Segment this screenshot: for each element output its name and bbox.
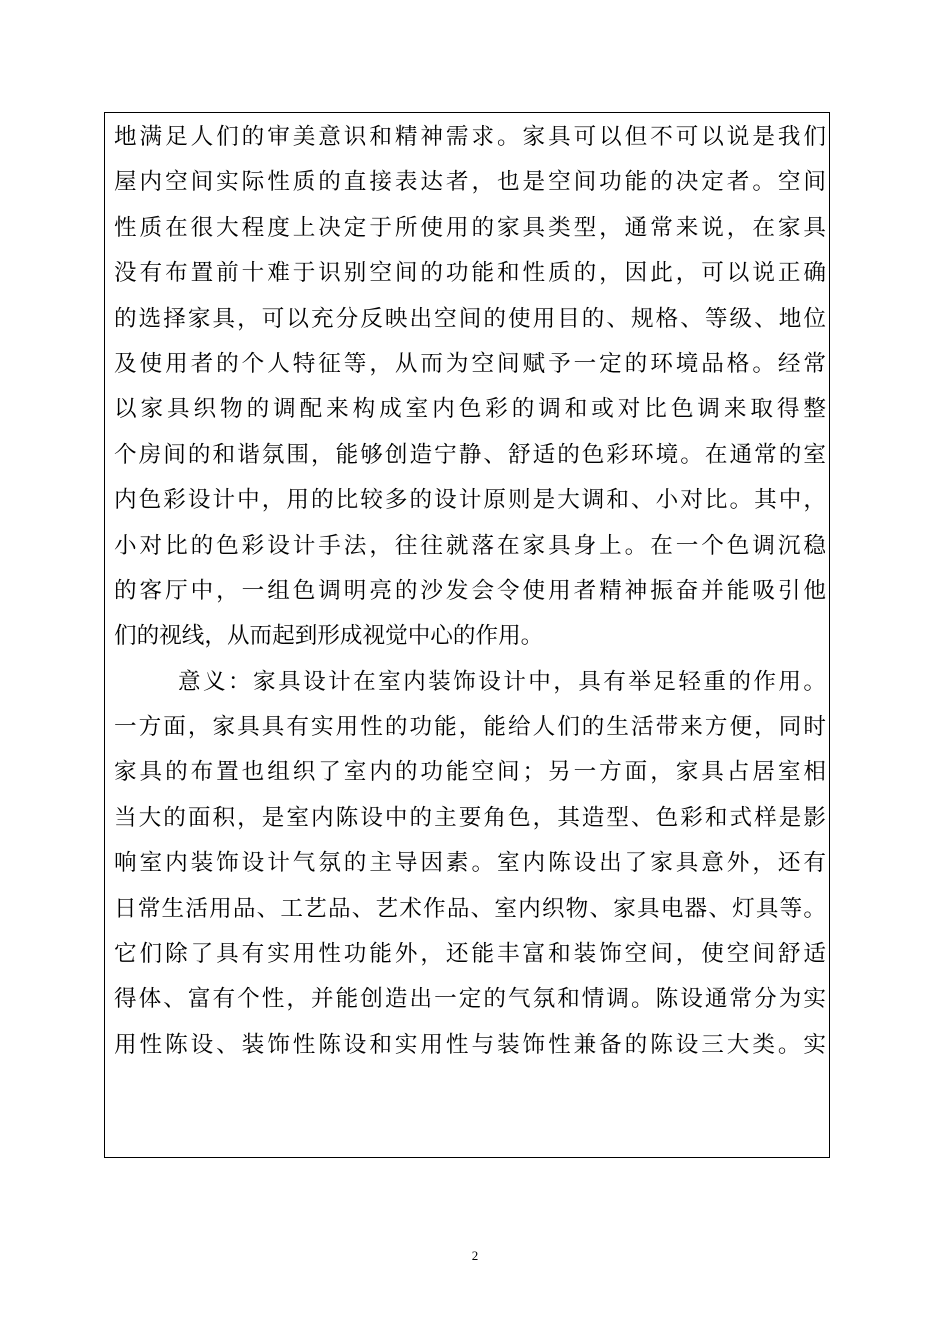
- text-line: 个房间的和谐氛围，能够创造宁静、舒适的色彩环境。在通常的室: [114, 441, 826, 468]
- text-line: 日常生活用品、工艺品、艺术作品、室内织物、家具电器、灯具等。: [114, 895, 826, 922]
- text-line: 它们除了具有实用性功能外，还能丰富和装饰空间，使空间舒适: [114, 941, 826, 968]
- text-line: 以家具织物的调配来构成室内色彩的调和或对比色调来取得整: [114, 396, 826, 423]
- text-line: 没有布置前十难于识别空间的功能和性质的，因此，可以说正确: [114, 260, 826, 287]
- text-line: 小对比的色彩设计手法，往往就落在家具身上。在一个色调沉稳: [114, 532, 826, 559]
- document-body: [114, 115, 826, 1068]
- text-line: 屋内空间实际性质的直接表达者，也是空间功能的决定者。空间: [114, 169, 826, 196]
- text-line: 一方面，家具具有实用性的功能，能给人们的生活带来方便，同时: [114, 714, 826, 741]
- text-line: 响室内装饰设计气氛的主导因素。室内陈设出了家具意外，还有: [114, 850, 826, 877]
- page-number: 2: [471, 1248, 479, 1263]
- text-line: 的选择家具，可以充分反映出空间的使用目的、规格、等级、地位: [114, 305, 826, 332]
- text-line: 及使用者的个人特征等，从而为空间赋予一定的环境品格。经常: [114, 350, 826, 377]
- text-line: 用性陈设、装饰性陈设和实用性与装饰性兼备的陈设三大类。实: [114, 1031, 826, 1058]
- paragraph-end-line: 们的视线，从而起到形成视觉中心的作用。: [114, 623, 544, 650]
- text-line: 性质在很大程度上决定于所使用的家具类型，通常来说，在家具: [114, 214, 826, 241]
- text-line: 得体、富有个性，并能创造出一定的气氛和情调。陈设通常分为实: [114, 986, 826, 1013]
- text-line: 当大的面积，是室内陈设中的主要角色，其造型、色彩和式样是影: [114, 804, 826, 831]
- text-line: 内色彩设计中，用的比较多的设计原则是大调和、小对比。其中，: [114, 487, 826, 514]
- text-line: 的客厅中，一组色调明亮的沙发会令使用者精神振奋并能吸引他: [114, 577, 826, 604]
- paragraph-start-line: 意义：家具设计在室内装饰设计中，具有举足轻重的作用。: [178, 668, 826, 695]
- text-line: 地满足人们的审美意识和精神需求。家具可以但不可以说是我们: [114, 124, 826, 150]
- text-line: 家具的布置也组织了室内的功能空间；另一方面，家具占居室相: [114, 759, 826, 786]
